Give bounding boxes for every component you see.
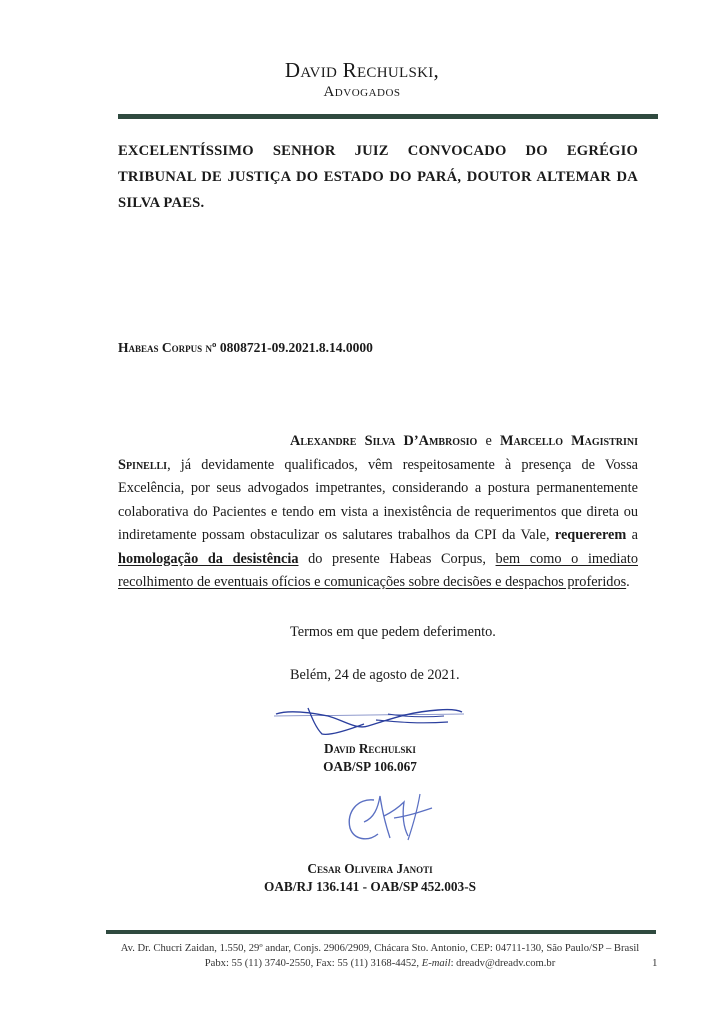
conjunction: e bbox=[477, 433, 501, 449]
signature-2-image bbox=[334, 782, 444, 854]
signatory-1-registration: OAB/SP 106.067 bbox=[323, 759, 417, 774]
signatory-1-name: David Rechulski bbox=[324, 741, 416, 756]
footer-divider bbox=[106, 930, 656, 934]
footer-line-1: Av. Dr. Chucri Zaidan, 1.550, 29º andar, Conjs. 2906/2909, Chácara Sto. Antonio, CEP: 04711-130, São Paulo/SP – Brasil bbox=[120, 943, 640, 954]
request-extra: bem como o imediato recolhimento de eventuais ofícios e comunicações sobre decisões e despachos proferidos bbox=[118, 550, 638, 590]
party-name-2: Marcello Magistrini Spinelli bbox=[118, 433, 639, 473]
body-text-4: . bbox=[626, 574, 630, 590]
party-name-1: Alexandre Silva D’Ambrosio bbox=[290, 433, 478, 449]
body-text-3: do presente Habeas Corpus, bbox=[298, 550, 496, 567]
case-reference: Habeas Corpus nº 0808721-09.2021.8.14.0000 bbox=[118, 340, 373, 355]
addressee: EXCELENTÍSSIMO SENHOR JUIZ CONVOCADO DO EGRÉGIO TRIBUNAL DE JUSTIÇA DO ESTADO DO PARÁ, DOUTOR ALTEMAR DA SILVA PAES. bbox=[118, 143, 638, 211]
petition-paragraph bbox=[118, 430, 638, 595]
page-number: 1 bbox=[652, 957, 658, 969]
footer-email-label: E-mail bbox=[421, 958, 451, 969]
signatory-2-registration: OAB/RJ 136.141 - OAB/SP 452.003-S bbox=[263, 879, 477, 894]
footer-address bbox=[100, 941, 660, 971]
body-text-2: a bbox=[626, 527, 638, 543]
firm-subtitle: Advogados bbox=[323, 84, 401, 100]
footer-line-2 bbox=[100, 956, 660, 971]
petition-body bbox=[118, 430, 638, 595]
footer-phone: Pabx: 55 (11) 3740-2550, Fax: 55 (11) 3168-4452, bbox=[204, 958, 422, 969]
closing-line: Termos em que pedem deferimento. bbox=[290, 624, 496, 640]
request-object: homologação da desistência bbox=[118, 550, 299, 567]
signatory-1 bbox=[200, 740, 540, 776]
footer-email: : dreadv@dreadv.com.br bbox=[450, 958, 556, 969]
signatory-2 bbox=[200, 860, 540, 896]
header-divider bbox=[118, 114, 658, 119]
firm-name: David Rechulski, bbox=[284, 58, 440, 82]
request-verb: requererem bbox=[554, 527, 627, 543]
place-date: Belém, 24 de agosto de 2021. bbox=[290, 667, 460, 683]
body-text-1: , já devidamente qualificados, vêm respeitosamente à presença de Vossa Excelência, por seus advogados impetrantes, considerando a postura permanentemente colaborativa do Pacientes e tendo em vista a inexistência de requerimentos que direta ou indiretamente possam obstaculizar os salutares trabalhos da CPI da Vale, bbox=[118, 456, 638, 543]
signatory-2-name: Cesar Oliveira Janoti bbox=[307, 861, 433, 876]
